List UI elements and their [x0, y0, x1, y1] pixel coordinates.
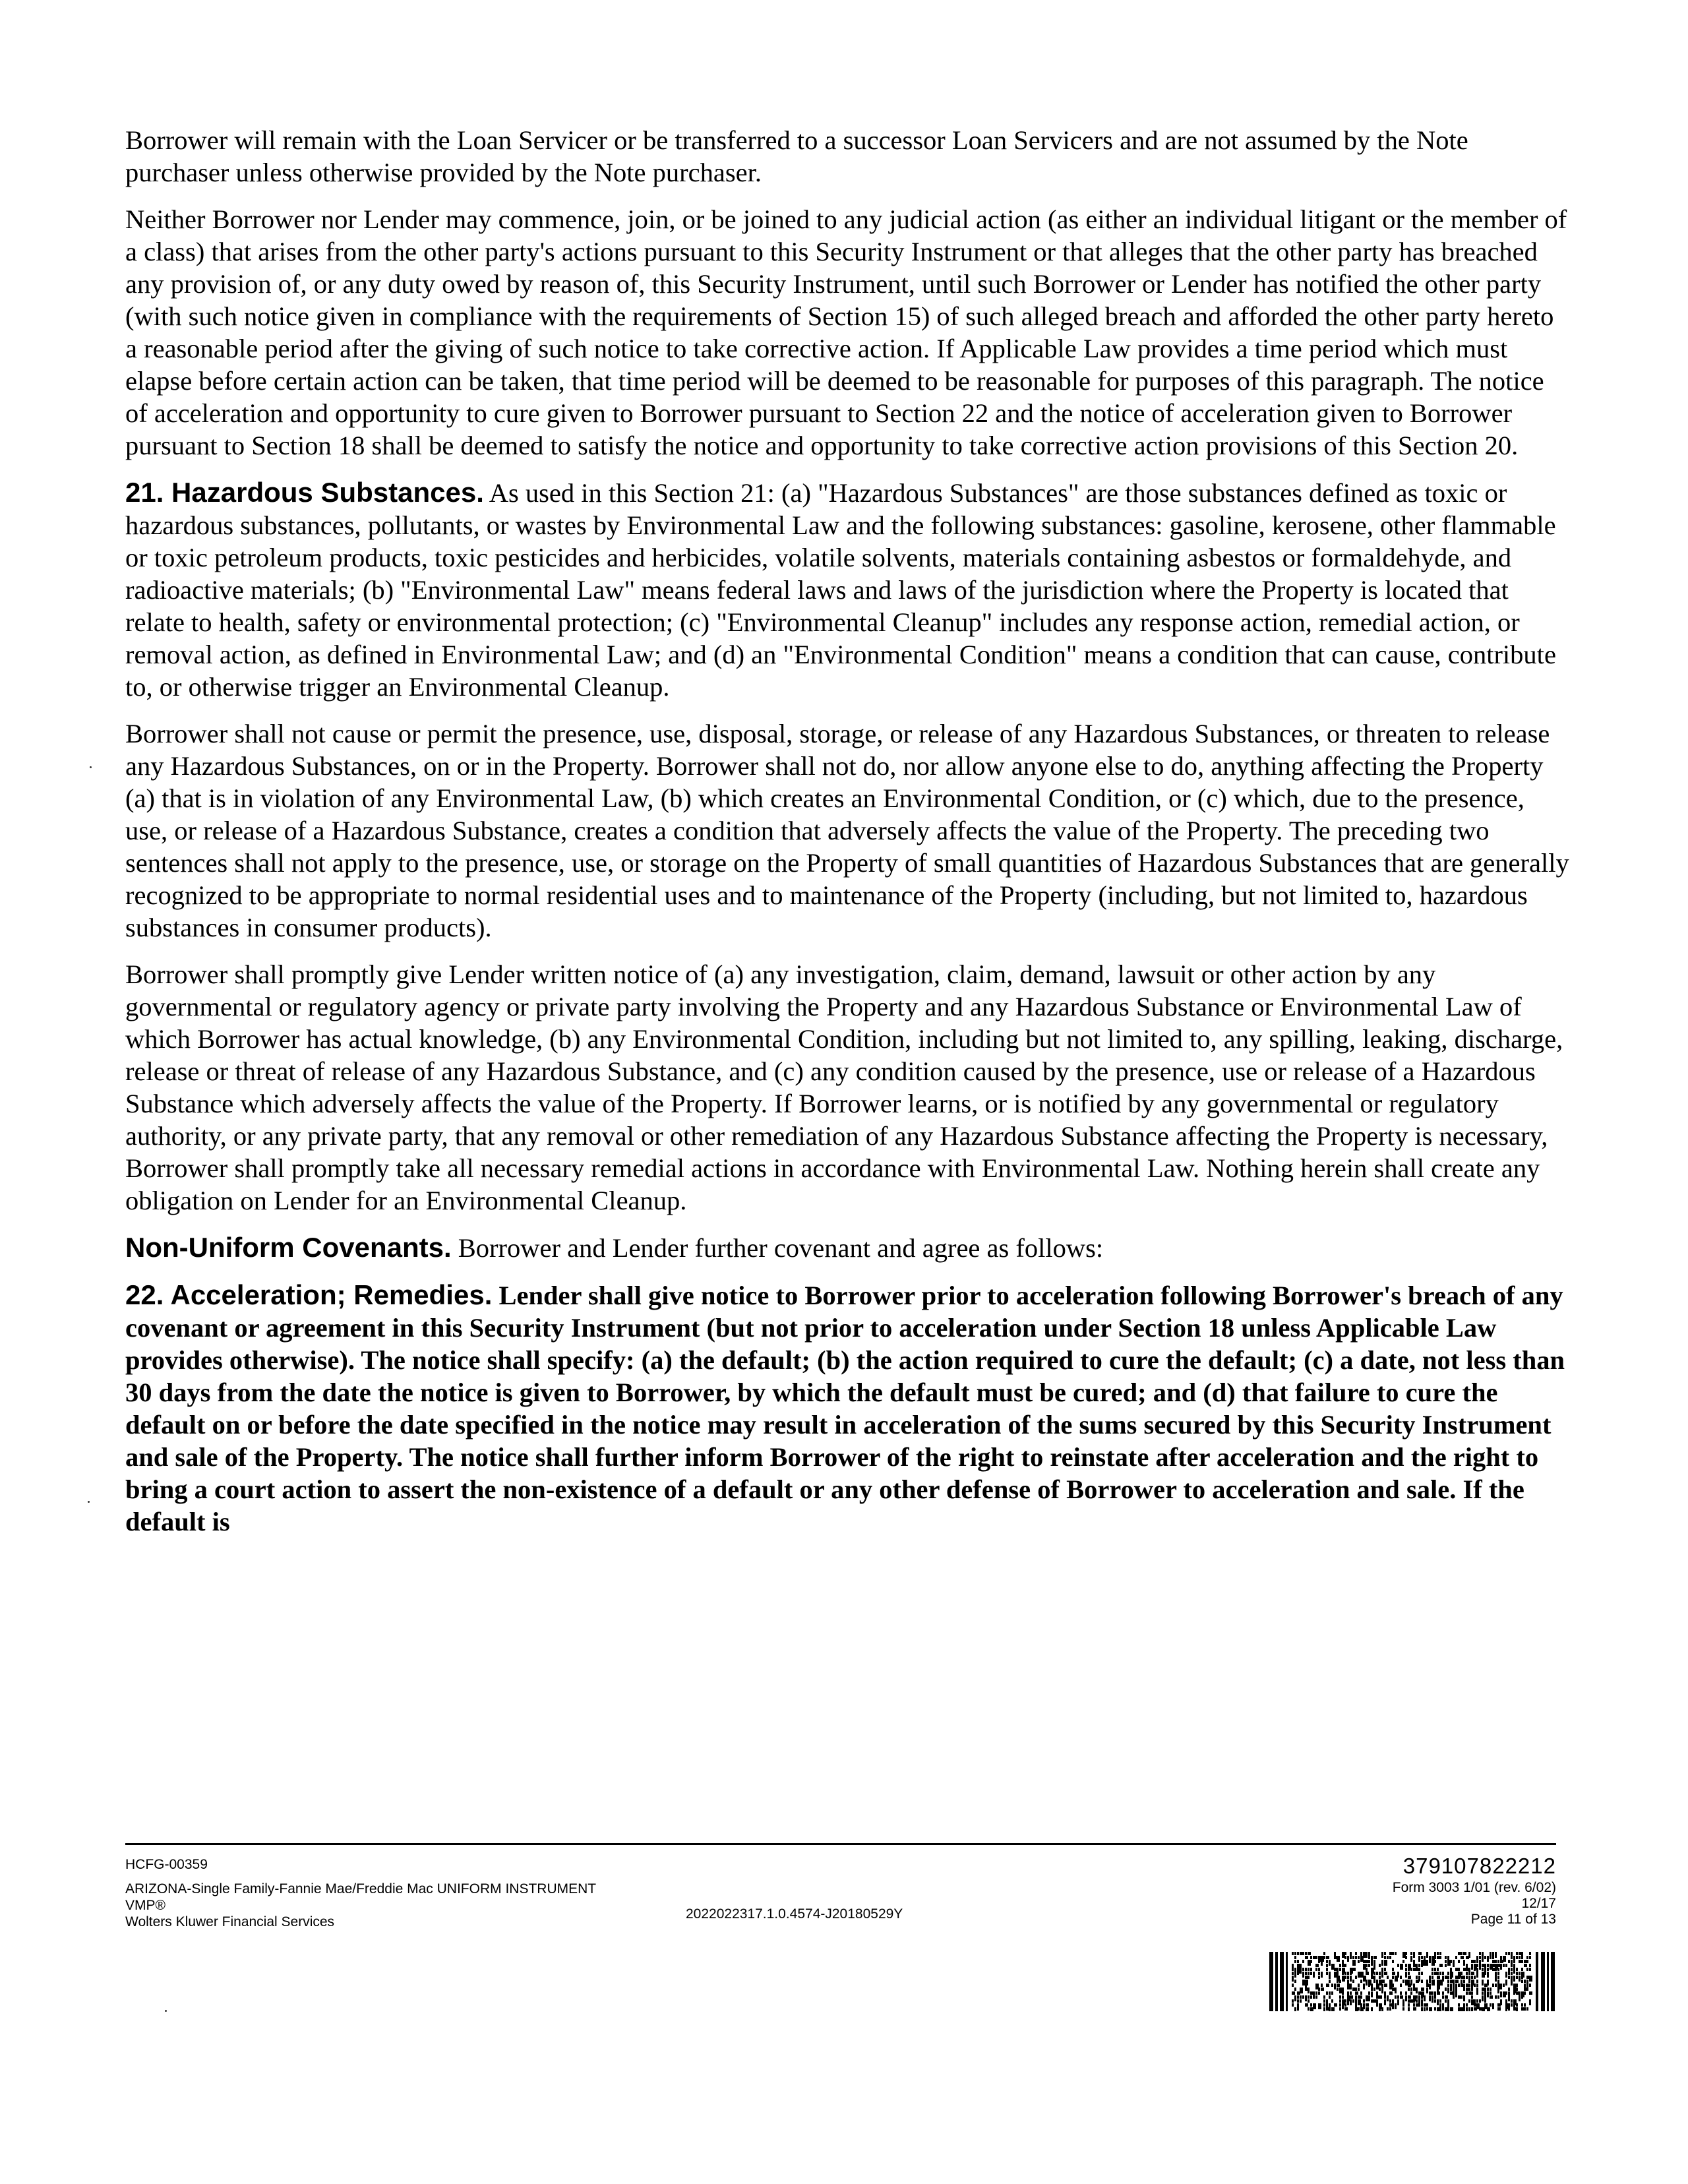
- non-uniform-covenants-text: Borrower and Lender further covenant and agree as follows:: [458, 1233, 1104, 1263]
- scan-speck: [88, 1501, 90, 1503]
- scan-speck: [165, 2010, 167, 2012]
- paragraph-hazardous-prohibition: Borrower shall not cause or permit the presence, use, disposal, storage, or release of any Hazardous Substances, or threaten to release any Hazardous Substances, on or in the Property. Borrower shall not do, nor allow anyone else to do, anything affecting the Property (a) that is in violation of any Environmental Law, (b) which creates an Environmental Condition, or (c) which, due to the presence, use, or release of a Hazardous Substance, creates a condition that adversely affects the value of the Property. The preceding two sentences shall not apply to the presence, use, or storage on the Property of small quantities of Hazardous Substances that are generally recognized to be appropriate to normal residential uses and to maintenance of the Property (including, but not limited to, hazardous substances in consumer products).: [125, 719, 1569, 942]
- non-uniform-covenants-heading: Non-Uniform Covenants.: [125, 1232, 452, 1263]
- section-22-acceleration-remedies: [125, 1279, 1569, 1538]
- page-number: Page 11 of 13: [1470, 1912, 1556, 1927]
- vmp-label: VMP®: [125, 1898, 166, 1913]
- form-revision: 12/17: [1521, 1896, 1556, 1911]
- section-22-heading: 22. Acceleration; Remedies.: [125, 1279, 493, 1310]
- form-number: Form 3003 1/01 (rev. 6/02): [1392, 1880, 1556, 1895]
- paragraph-hazardous-notice: Borrower shall promptly give Lender written notice of (a) any investigation, claim, demand, lawsuit or other action by any governmental or regulatory agency or private party involving the Property and any Hazardous Substance or Environmental Law of which Borrower has actual knowledge, (b) any Environmental Condition, including but not limited to, any spilling, leaking, discharge, release or threat of release of any Hazardous Substance, and (c) any condition caused by the presence, use or release of a Hazardous Substance which adversely affects the value of the Property. If Borrower learns, or is notified by any governmental or regulatory authority, or any private party, that any removal or other remediation of any Hazardous Substance affecting the Property is necessary, Borrower shall promptly take all necessary remedial actions in accordance with Environmental Law. Nothing herein shall create any obligation on Lender for an Environmental Cleanup.: [125, 959, 1563, 1215]
- non-uniform-covenants: [125, 1231, 1569, 1264]
- footer-spacer: [125, 1873, 596, 1881]
- document-body: [125, 124, 1569, 1552]
- instrument-title: ARIZONA-Single Family-Fannie Mae/Freddie Mac UNIFORM INSTRUMENT: [125, 1881, 597, 1896]
- form-code: HCFG-00359: [125, 1857, 208, 1872]
- footer-left: [125, 1856, 596, 1930]
- barcode-image: [1269, 1952, 1556, 2011]
- paragraph-loan-servicer: Borrower will remain with the Loan Servicer or be transferred to a successor Loan Servicers and are not assumed by the Note purchaser unless otherwise provided by the Note purchaser.: [125, 125, 1468, 187]
- scan-speck: [90, 766, 92, 768]
- section-21-text: As used in this Section 21: (a) "Hazardous Substances" are those substances defined as toxic or hazardous substances, pollutants, or wastes by Environmental Law and the following substances: gasoline, kerosene, other flammable or toxic petroleum products, toxic pesticides and herbicides, volatile solvents, materials containing asbestos or formaldehyde, and radioactive materials; (b) "Environmental Law" means federal laws and laws of the jurisdiction where the Property is located that relate to health, safety or environmental protection; (c) "Environmental Cleanup" includes any response action, remedial action, or removal action, as defined in Environmental Law; and (d) an "Environmental Condition" means a condition that can cause, contribute to, or otherwise trigger an Environmental Cleanup.: [125, 478, 1556, 702]
- footer-divider: [125, 1843, 1556, 1845]
- loan-number: 379107822212: [1402, 1854, 1556, 1878]
- section-21-hazardous-substances: [125, 476, 1569, 703]
- document-id: 2022022317.1.0.4574-J20180529Y: [686, 1906, 903, 1922]
- publisher-name: Wolters Kluwer Financial Services: [125, 1914, 335, 1929]
- section-22-text: Lender shall give notice to Borrower prior to acceleration following Borrower's breach of any covenant or agreement in this Security Instrument (but not prior to acceleration under Section 18 unless Applicable Law provides otherwise). The notice shall specify: (a) the default; (b) the action required to cure the default; (c) a date, not less than 30 days from the date the notice is given to Borrower, by which the default must be cured; and (d) that failure to cure the default on or before the date specified in the notice may result in acceleration of the sums secured by this Security Instrument and sale of the Property. The notice shall further inform Borrower of the right to reinstate after acceleration and the right to bring a court action to assert the non-existence of a default or any other defense of Borrower to acceleration and sale. If the default is: [125, 1281, 1565, 1536]
- paragraph-section-20-notice: Neither Borrower nor Lender may commence, join, or be joined to any judicial action (as either an individual litigant or the member of a class) that arises from the other party's actions pursuant to this Security Instrument or that alleges that the other party has breached any provision of, or any duty owed by reason of, this Security Instrument, until such Borrower or Lender has notified the other party (with such notice given in compliance with the requirements of Section 15) of such alleged breach and afforded the other party hereto a reasonable period after the giving of such notice to take corrective action. If Applicable Law provides a time period which must elapse before certain action can be taken, that time period will be deemed to be reasonable for purposes of this paragraph. The notice of acceleration and opportunity to cure given to Borrower pursuant to Section 22 and the notice of acceleration given to Borrower pursuant to Section 18 shall be deemed to satisfy the notice and opportunity to take corrective action provisions of this Section 20.: [125, 204, 1567, 460]
- footer-right: [1393, 1853, 1556, 1927]
- section-21-heading: 21. Hazardous Substances.: [125, 477, 484, 508]
